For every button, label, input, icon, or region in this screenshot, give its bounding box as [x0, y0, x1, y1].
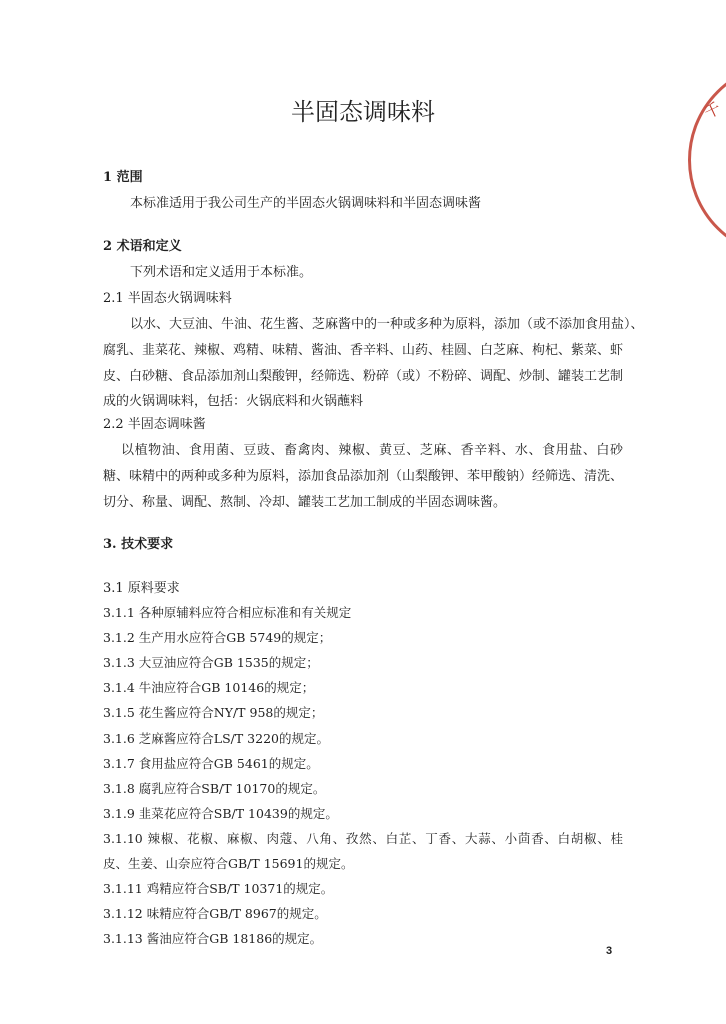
term1-line-1: 以水、大豆油、牛油、花生酱、芝麻酱中的一种或多种为原料，添加（或不添加食用盐）、	[130, 317, 644, 332]
page-number: 3	[606, 945, 613, 957]
document-title: 半固态调味料	[291, 98, 435, 126]
requirement-item: 3.1.7 食用盐应符合GB 5461的规定。	[103, 756, 319, 771]
terms-heading: 2 术语和定义	[103, 239, 182, 254]
term2-line-1: 以植物油、食用菌、豆豉、畜禽肉、辣椒、黄豆、芝麻、香辛料、水、食用盐、白砂	[121, 443, 623, 458]
term1-line-4: 成的火锅调味料，包括：火锅底料和火锅蘸料	[103, 394, 364, 409]
seal-fragment: 千	[701, 98, 724, 123]
requirement-item: 3.1.12 味精应符合GB/T 8967的规定。	[103, 906, 327, 921]
term2-line-2: 糖、味精中的两种或多种为原料，添加食品添加剂（山梨酸钾、苯甲酸钠）经筛选、清洗、	[103, 469, 624, 484]
requirement-item: 3.1.2 生产用水应符合GB 5749的规定；	[103, 630, 332, 645]
requirement-item: 3.1.11 鸡精应符合SB/T 10371的规定。	[103, 881, 334, 896]
requirement-item: 3.1.3 大豆油应符合GB 1535的规定；	[103, 655, 319, 670]
requirement-item: 3.1.8 腐乳应符合SB/T 10170的规定。	[103, 781, 326, 796]
requirement-item: 3.1.1 各种原辅料应符合相应标准和有关规定	[103, 605, 352, 620]
term1-line-2: 腐乳、韭菜花、辣椒、鸡精、味精、酱油、香辛料、山药、桂圆、白芝麻、枸杞、紫菜、虾	[103, 343, 624, 358]
term2-heading: 2.2 半固态调味酱	[103, 417, 206, 432]
scope-heading: 1 范围	[103, 170, 143, 185]
requirement-item: 3.1.4 牛油应符合GB 10146的规定；	[103, 680, 315, 695]
tech-heading: 3. 技术要求	[103, 537, 174, 552]
requirement-item: 3.1.5 花生酱应符合NY/T 958的规定；	[103, 705, 324, 720]
scope-text: 本标准适用于我公司生产的半固态火锅调味料和半固态调味酱	[130, 196, 482, 211]
requirement-item: 3.1.13 酱油应符合GB 18186的规定。	[103, 931, 323, 946]
raw-heading: 3.1 原料要求	[103, 581, 180, 596]
term1-line-3: 皮、白砂糖、食品添加剂山梨酸钾，经筛选、粉碎（或）不粉碎、调配、炒制、罐装工艺制	[103, 369, 624, 384]
requirement-item: 3.1.9 韭菜花应符合SB/T 10439的规定。	[103, 806, 338, 821]
terms-intro: 下列术语和定义适用于本标准。	[130, 265, 313, 280]
requirement-item: 3.1.6 芝麻酱应符合LS/T 3220的规定。	[103, 731, 329, 746]
requirement-10-line-1: 3.1.10 辣椒、花椒、麻椒、肉蔻、八角、孜然、白芷、丁香、大蒜、小茴香、白胡椒、桂	[103, 831, 623, 846]
term1-heading: 2.1 半固态火锅调味料	[103, 291, 232, 306]
requirement-10-line-2: 皮、生姜、山奈应符合GB/T 15691的规定。	[103, 856, 354, 871]
term2-line-3: 切分、称量、调配、熬制、冷却、罐装工艺加工制成的半固态调味酱。	[103, 495, 507, 510]
